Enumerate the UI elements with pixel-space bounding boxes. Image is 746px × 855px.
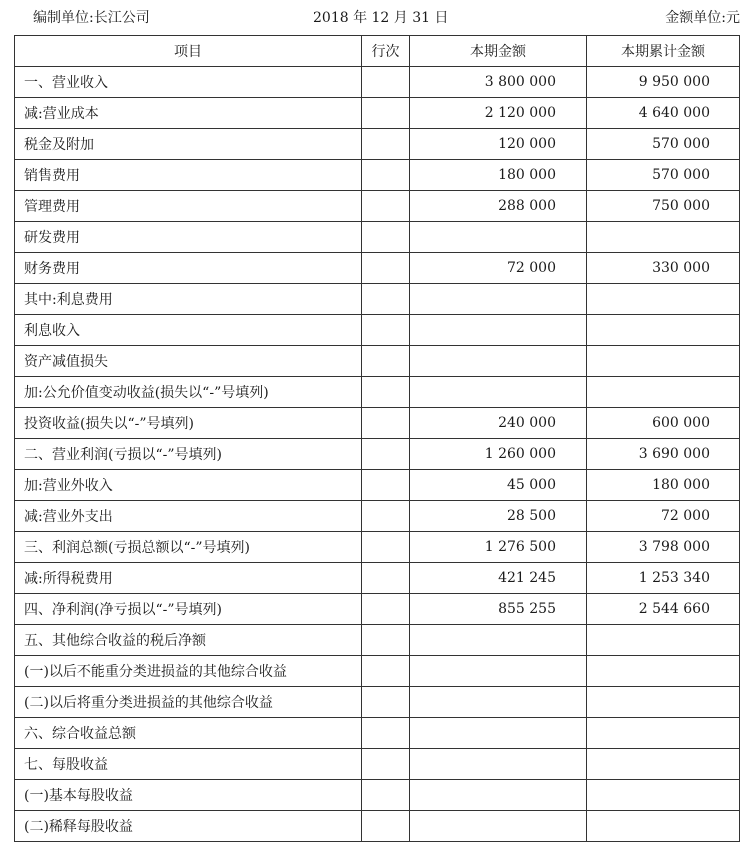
row-current-amount — [410, 687, 587, 718]
row-line-number — [362, 749, 410, 780]
column-header-line: 行次 — [362, 36, 410, 67]
row-ytd-amount — [587, 811, 740, 842]
row-item-label: 二、营业利润(亏损以“-”号填列) — [15, 439, 362, 470]
row-line-number — [362, 501, 410, 532]
row-ytd-amount — [587, 625, 740, 656]
row-ytd-amount — [587, 749, 740, 780]
table-row — [15, 625, 740, 656]
row-line-number — [362, 67, 410, 98]
row-item-label: 五、其他综合收益的税后净额 — [15, 625, 362, 656]
statement-header — [0, 0, 746, 34]
row-ytd-amount: 570 000 — [587, 160, 740, 191]
row-current-amount: 45 000 — [410, 470, 587, 501]
row-item-label: 七、每股收益 — [15, 749, 362, 780]
preparer-unit: 编制单位:长江公司 — [33, 10, 150, 26]
row-current-amount — [410, 718, 587, 749]
row-line-number — [362, 718, 410, 749]
column-header-current: 本期金额 — [410, 36, 587, 67]
row-item-label: 销售费用 — [15, 160, 362, 191]
row-line-number — [362, 563, 410, 594]
row-item-label: (一)基本每股收益 — [15, 780, 362, 811]
row-ytd-amount: 3 690 000 — [587, 439, 740, 470]
row-item-label: 利息收入 — [15, 315, 362, 346]
table-row — [15, 656, 740, 687]
row-ytd-amount: 330 000 — [587, 253, 740, 284]
table-row — [15, 811, 740, 842]
row-current-amount — [410, 625, 587, 656]
row-ytd-amount: 1 253 340 — [587, 563, 740, 594]
row-ytd-amount: 3 798 000 — [587, 532, 740, 563]
row-item-label: 四、净利润(净亏损以“-”号填列) — [15, 594, 362, 625]
row-current-amount: 120 000 — [410, 129, 587, 160]
row-item-label: 税金及附加 — [15, 129, 362, 160]
row-ytd-amount: 4 640 000 — [587, 98, 740, 129]
row-current-amount — [410, 656, 587, 687]
table-row — [15, 253, 740, 284]
row-item-label: 减:营业成本 — [15, 98, 362, 129]
row-item-label: 研发费用 — [15, 222, 362, 253]
row-current-amount: 72 000 — [410, 253, 587, 284]
row-item-label: 资产减值损失 — [15, 346, 362, 377]
row-line-number — [362, 656, 410, 687]
row-ytd-amount — [587, 346, 740, 377]
table-row — [15, 749, 740, 780]
row-current-amount: 2 120 000 — [410, 98, 587, 129]
row-item-label: 管理费用 — [15, 191, 362, 222]
table-row — [15, 408, 740, 439]
row-item-label: 其中:利息费用 — [15, 284, 362, 315]
row-item-label: (二)以后将重分类进损益的其他综合收益 — [15, 687, 362, 718]
row-ytd-amount: 750 000 — [587, 191, 740, 222]
row-item-label: 一、营业收入 — [15, 67, 362, 98]
row-item-label: 加:公允价值变动收益(损失以“-”号填列) — [15, 377, 362, 408]
row-item-label: 三、利润总额(亏损总额以“-”号填列) — [15, 532, 362, 563]
row-ytd-amount: 2 544 660 — [587, 594, 740, 625]
table-row — [15, 315, 740, 346]
row-item-label: (一)以后不能重分类进损益的其他综合收益 — [15, 656, 362, 687]
row-item-label: 减:营业外支出 — [15, 501, 362, 532]
row-current-amount: 1 276 500 — [410, 532, 587, 563]
row-item-label: 投资收益(损失以“-”号填列) — [15, 408, 362, 439]
row-ytd-amount — [587, 656, 740, 687]
table-row — [15, 377, 740, 408]
income-statement-table — [14, 35, 740, 842]
row-ytd-amount — [587, 284, 740, 315]
row-item-label: 财务费用 — [15, 253, 362, 284]
row-line-number — [362, 470, 410, 501]
row-current-amount: 240 000 — [410, 408, 587, 439]
row-ytd-amount — [587, 687, 740, 718]
table-row — [15, 563, 740, 594]
row-line-number — [362, 811, 410, 842]
row-current-amount — [410, 315, 587, 346]
table-row — [15, 780, 740, 811]
row-ytd-amount: 180 000 — [587, 470, 740, 501]
row-ytd-amount: 600 000 — [587, 408, 740, 439]
row-ytd-amount — [587, 780, 740, 811]
row-current-amount: 3 800 000 — [410, 67, 587, 98]
table-row — [15, 594, 740, 625]
table-row — [15, 222, 740, 253]
row-current-amount: 180 000 — [410, 160, 587, 191]
row-current-amount — [410, 811, 587, 842]
row-line-number — [362, 687, 410, 718]
row-ytd-amount: 570 000 — [587, 129, 740, 160]
row-current-amount — [410, 377, 587, 408]
row-line-number — [362, 408, 410, 439]
table-row — [15, 501, 740, 532]
row-line-number — [362, 346, 410, 377]
row-line-number — [362, 439, 410, 470]
table-row — [15, 67, 740, 98]
row-item-label: 减:所得税费用 — [15, 563, 362, 594]
row-current-amount — [410, 222, 587, 253]
row-line-number — [362, 98, 410, 129]
row-current-amount: 421 245 — [410, 563, 587, 594]
statement-date: 2018 年 12 月 31 日 — [313, 10, 449, 26]
row-line-number — [362, 625, 410, 656]
row-current-amount — [410, 780, 587, 811]
row-line-number — [362, 160, 410, 191]
row-line-number — [362, 191, 410, 222]
row-line-number — [362, 532, 410, 563]
row-line-number — [362, 253, 410, 284]
row-ytd-amount — [587, 222, 740, 253]
row-line-number — [362, 594, 410, 625]
column-header-ytd: 本期累计金额 — [587, 36, 740, 67]
row-line-number — [362, 780, 410, 811]
table-row — [15, 160, 740, 191]
table-row — [15, 284, 740, 315]
table-row — [15, 191, 740, 222]
table-header-row — [15, 36, 740, 67]
row-ytd-amount — [587, 377, 740, 408]
row-ytd-amount — [587, 315, 740, 346]
table-row — [15, 470, 740, 501]
currency-unit: 金额单位:元 — [665, 10, 740, 26]
table-body — [15, 67, 740, 842]
row-current-amount: 28 500 — [410, 501, 587, 532]
row-item-label: 加:营业外收入 — [15, 470, 362, 501]
row-ytd-amount: 72 000 — [587, 501, 740, 532]
row-line-number — [362, 222, 410, 253]
row-current-amount: 288 000 — [410, 191, 587, 222]
row-current-amount — [410, 749, 587, 780]
row-item-label: (二)稀释每股收益 — [15, 811, 362, 842]
row-line-number — [362, 315, 410, 346]
row-line-number — [362, 284, 410, 315]
table-row — [15, 687, 740, 718]
column-header-item: 项目 — [15, 36, 362, 67]
row-current-amount: 855 255 — [410, 594, 587, 625]
row-ytd-amount: 9 950 000 — [587, 67, 740, 98]
row-ytd-amount — [587, 718, 740, 749]
table-row — [15, 98, 740, 129]
table-row — [15, 346, 740, 377]
table-row — [15, 439, 740, 470]
table-row — [15, 532, 740, 563]
row-line-number — [362, 377, 410, 408]
row-current-amount: 1 260 000 — [410, 439, 587, 470]
row-current-amount — [410, 346, 587, 377]
table-row — [15, 129, 740, 160]
row-current-amount — [410, 284, 587, 315]
table-row — [15, 718, 740, 749]
row-line-number — [362, 129, 410, 160]
row-item-label: 六、综合收益总额 — [15, 718, 362, 749]
